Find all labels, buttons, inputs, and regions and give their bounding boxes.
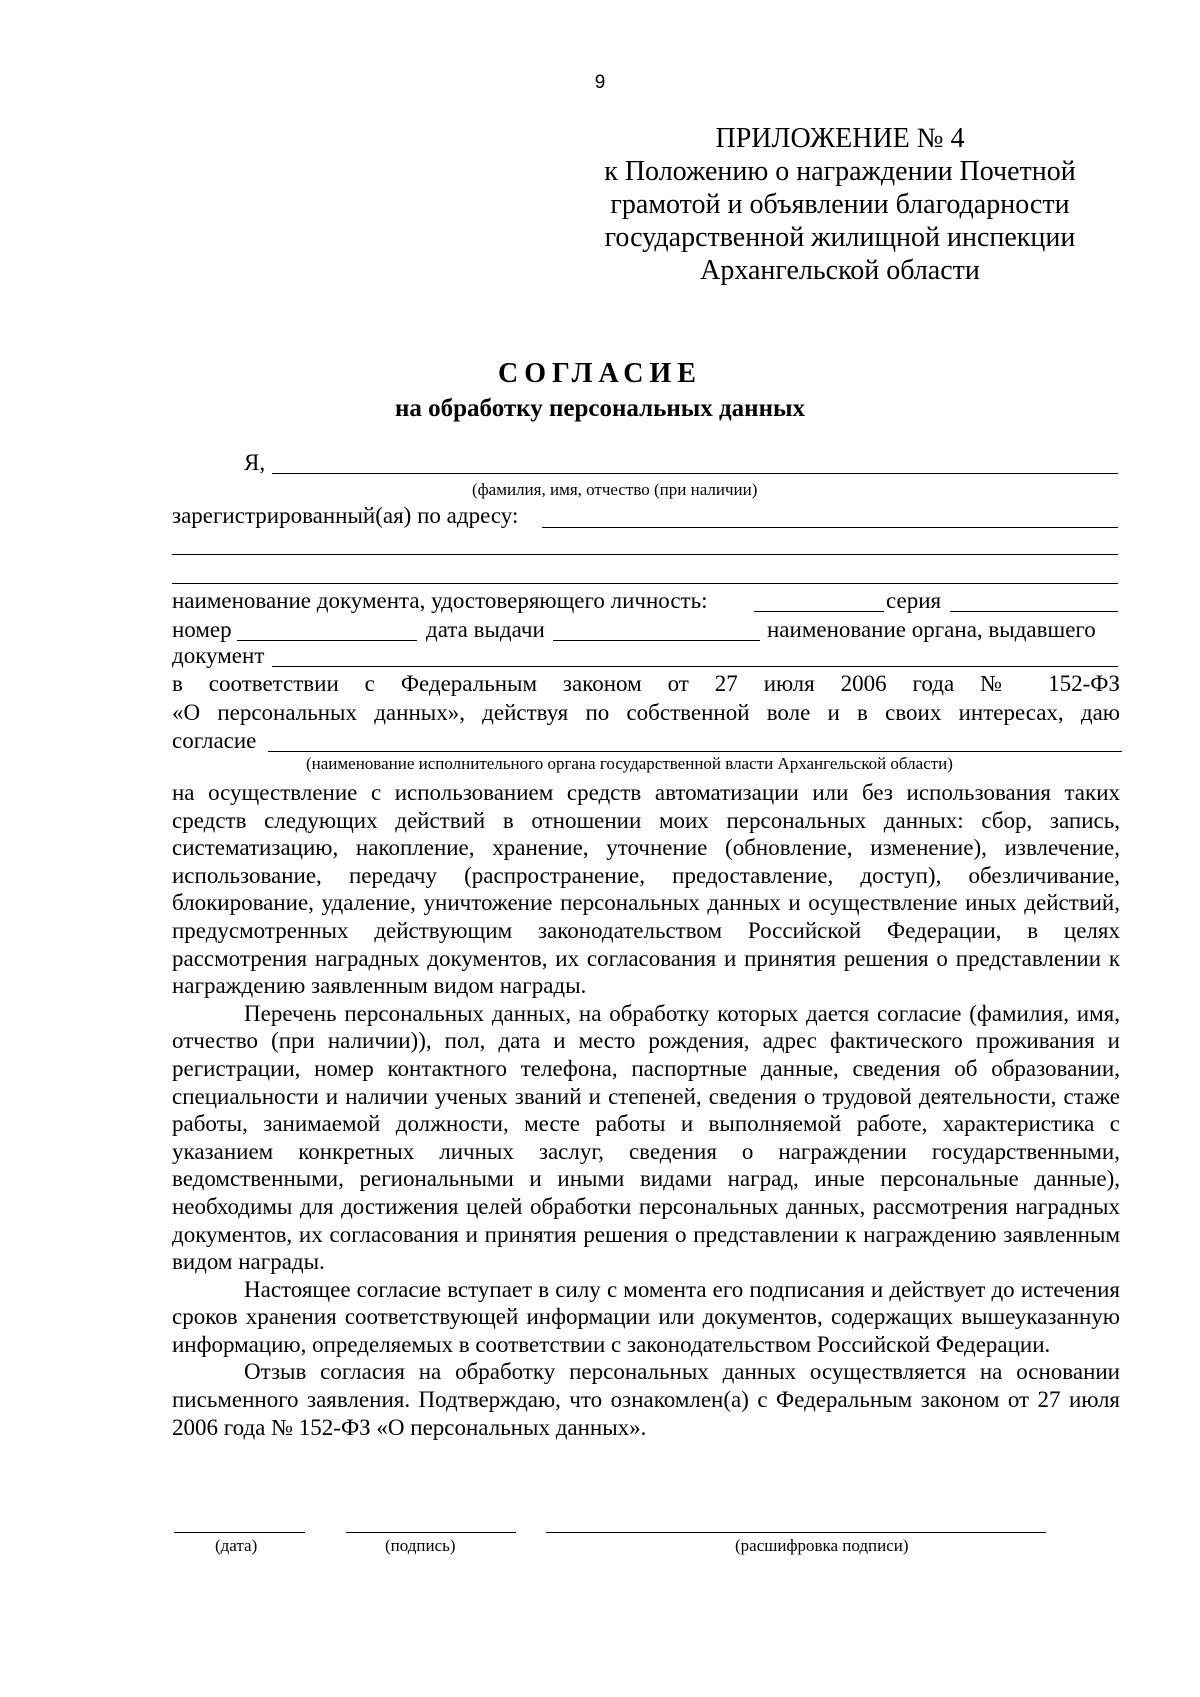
appendix-line-2: грамотой и объявлении благодарности	[610, 189, 1070, 220]
signature-field-line[interactable]	[346, 1532, 516, 1533]
paragraph-validity: Настоящее согласие вступает в силу с момента его подписания и действует до истечения сроков хранения соответствующей информации или документов, содержащих вышеуказанную информацию, определяемых в соответствии с законодательством Российской Федерации.	[172, 1276, 1120, 1357]
doc-name-field-line[interactable]	[754, 611, 884, 612]
address-field-line-1[interactable]	[542, 527, 1118, 528]
issuer-label: наименование органа, выдавшего	[767, 617, 1096, 642]
document-label: документ	[172, 643, 265, 668]
registered-label: зарегистрированный(ая) по адресу:	[172, 503, 519, 528]
date-field-line[interactable]	[174, 1532, 305, 1533]
paragraph-data-list: Перечень персональных данных, на обработку которых дается согласие (фамилия, имя, отчество (при наличии)), пол, дата и место рождения, адрес фактического проживания и регистрации, номер контактного телефона, паспортные данные, сведения об образовании, специальности и наличии ученых званий и степеней, сведения о трудовой деятельности, стаже работы, занимаемой должности, месте работы и выполняемой работе, характеристика с указанием конкретных личных заслуг, сведения о награждении государственными, ведомственными, региональными и иными видами наград, иные персональные данные), необходимы для достижения целей обработки персональных данных, рассмотрения наградных документов, их согласования и принятия решения о представлении к награждению заявленным видом награды.	[172, 1000, 1120, 1275]
doc-name-label: наименование документа, удостоверяющего личность:	[172, 588, 708, 613]
issue-date-label: дата выдачи	[426, 617, 545, 642]
authority-caption: (наименование исполнительного органа государственной власти Архангельской области)	[306, 754, 953, 773]
signature-caption: (подпись)	[385, 1536, 456, 1555]
issuer-field-line[interactable]	[272, 666, 1118, 667]
document-title: СОГЛАСИЕ	[498, 358, 702, 389]
signature-decode-field-line[interactable]	[546, 1532, 1046, 1533]
paragraph-withdrawal: Отзыв согласия на обработку персональных данных осуществляется на основании письменного заявления. Подтверждаю, что ознакомлен(а) с Федеральным законом от 27 июля 2006 года № 152-ФЗ «О персональных данных».	[172, 1359, 1120, 1440]
consent-label: согласие	[172, 728, 257, 753]
law-line-2: «О персональных данных», действуя по собственной воле и в своих интересах, даю	[172, 700, 1120, 725]
address-field-line-3[interactable]	[172, 583, 1118, 584]
document-subtitle: на обработку персональных данных	[395, 395, 805, 422]
date-caption: (дата)	[215, 1536, 258, 1555]
law-line-1: в соответствии с Федеральным законом от 27 июля 2006 года № 152-ФЗ	[172, 671, 1120, 696]
appendix-title: ПРИЛОЖЕНИЕ № 4	[715, 123, 965, 154]
page-number: 9	[594, 72, 606, 93]
series-label: серия	[886, 588, 942, 613]
body-text	[172, 779, 1120, 1441]
address-field-line-2[interactable]	[172, 554, 1118, 555]
fio-field-line[interactable]	[272, 473, 1118, 474]
paragraph-actions: на осуществление с использованием средств автоматизации или без использования таких средств следующих действий в отношении моих персональных данных: сбор, запись, систематизацию, накопление, хранение, уточнение (обновление, изменение), извлечение, использование, передачу (распространение, предоставление, доступ), обезличивание, блокирование, удаление, уничтожение персональных данных и осуществление иных действий, предусмотренных действующим законодательством Российской Федерации, в целях рассмотрения наградных документов, их согласования и принятия решения о представлении к награждению заявленным видом награды.	[172, 780, 1120, 999]
number-field-line[interactable]	[237, 640, 417, 641]
appendix-line-3: государственной жилищной инспекции	[604, 222, 1076, 253]
fio-caption: (фамилия, имя, отчество (при наличии)	[472, 480, 758, 499]
appendix-line-4: Архангельской области	[700, 255, 980, 286]
appendix-line-1: к Положению о награждении Почетной	[604, 156, 1076, 187]
series-field-line[interactable]	[950, 611, 1118, 612]
appendix-block	[560, 122, 1120, 287]
authority-field-line[interactable]	[268, 751, 1122, 752]
ya-label: Я,	[244, 450, 266, 475]
issue-date-field-line[interactable]	[553, 640, 760, 641]
number-label: номер	[172, 617, 232, 642]
signature-decode-caption: (расшифровка подписи)	[735, 1536, 909, 1555]
